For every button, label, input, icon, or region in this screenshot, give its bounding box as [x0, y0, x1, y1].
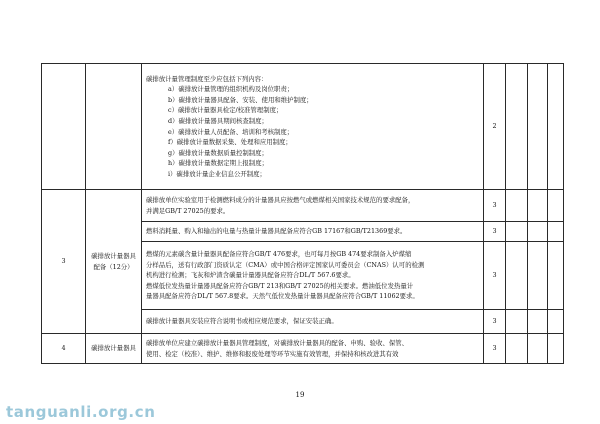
requirement-line: c）碳排放计量器具检定/校准管理制度； [168, 106, 283, 115]
blank-cell [548, 222, 564, 242]
requirement-line: b）碳排放计量器具配备、安装、使用和维护制度； [168, 95, 313, 104]
requirement-line: h）碳排放计量数据定期上报制度； [168, 159, 268, 168]
blank-cell [506, 222, 528, 242]
blank-cell [506, 334, 528, 364]
item-name-cell [86, 64, 142, 190]
page-number: 19 [295, 391, 305, 399]
score-cell: 3 [484, 310, 506, 334]
assessment-table [41, 63, 564, 364]
requirement-line: 并满足GB/T 27025的要求。 [146, 206, 230, 215]
watermark-text: tanguanli.org.cn [6, 403, 156, 421]
blank-cell [528, 190, 548, 222]
blank-cell [506, 242, 528, 310]
blank-cell [548, 242, 564, 310]
requirement-cell [142, 334, 484, 364]
requirement-line: 碳排放计量管理制度至少应包括下列内容： [146, 74, 268, 83]
requirement-line: 使用、检定（校准）、维护、维修和报废处理等环节实施有效管理，并保持和核改进其有效 [146, 349, 399, 358]
blank-cell [548, 190, 564, 222]
requirement-cell [142, 64, 484, 190]
requirement-line: 燃料消耗量、购入和输出的电量与热量计量器具配备应符合GB 17167和GB/T21369要求。 [146, 227, 407, 236]
blank-cell [528, 64, 548, 190]
requirement-line: 碳排放单位应建立碳排放计量器具管理制度，对碳排放计量器具的配备、申购、验收、保管、 [146, 338, 409, 347]
index-cell: 4 [42, 334, 86, 364]
requirement-line: g）碳排放计量数据质量控制制度； [168, 148, 268, 157]
requirement-cell [142, 190, 484, 222]
requirement-cell [142, 310, 484, 334]
blank-cell [548, 310, 564, 334]
blank-cell [528, 334, 548, 364]
score-cell: 3 [484, 222, 506, 242]
requirement-line: 分样品后，送有行政部门资质认定（CMA）或中国合格评定国家认可委员会（CNAS）认可的检测 [146, 260, 425, 269]
score-cell: 3 [484, 190, 506, 222]
blank-cell [506, 310, 528, 334]
requirement-line: 机构进行检测；飞灰和炉渣含碳量计量器具配备应符合DL/T 567.6要求。 [146, 271, 355, 280]
item-name-cell: 碳排放计量器具配备（12分） [86, 190, 142, 334]
requirement-line: e）碳排放计量人员配备、培训和考核制度； [168, 127, 294, 136]
requirement-line: a）碳排放计量管理的组织机构及岗位职责； [168, 85, 294, 94]
score-cell: 3 [484, 242, 506, 310]
requirement-line: 量器具配备应符合DL/T 567.8要求。天然气低位发热量计量器具配备应符合GB/T 11062要求。 [146, 292, 419, 301]
requirement-line: i）碳排放计量企业信息公开制度； [168, 169, 266, 178]
blank-cell [548, 334, 564, 364]
blank-cell [548, 64, 564, 190]
blank-cell [506, 64, 528, 190]
table-row [42, 334, 564, 364]
blank-cell [506, 190, 528, 222]
requirement-line: 碳排放单位实验室用于检测燃料成分的计量器具应按燃气或燃煤相关国家技术规范的要求配备， [146, 195, 415, 204]
table-row [42, 190, 564, 222]
blank-cell [528, 222, 548, 242]
requirement-cell [142, 222, 484, 242]
score-cell: 3 [484, 334, 506, 364]
index-cell: 3 [42, 190, 86, 334]
index-cell [42, 64, 86, 190]
requirement-line: d）碳排放计量器具期间核查制度； [168, 116, 268, 125]
requirement-cell [142, 242, 484, 310]
blank-cell [528, 242, 548, 310]
requirement-line: 燃煤低位发热量计量器具配备应符合GB/T 213和GB/T 27025的相关要求。燃油低位发热量计 [146, 281, 414, 290]
item-name-cell: 碳排放计量器具 [86, 334, 142, 364]
score-cell: 2 [484, 64, 506, 190]
requirement-line: 燃煤的元素碳含量计量器具配备应符合GB/T 476要求，也可每月按GB 474要求制备入炉煤缩 [146, 250, 412, 259]
table-row [42, 64, 564, 190]
requirement-line: f）碳排放计量数据采集、处理和应用制度； [168, 138, 292, 147]
blank-cell [528, 310, 548, 334]
requirement-line: 碳排放计量器具安装应符合说明书或相应规范要求，保证安装正确。 [146, 317, 338, 326]
